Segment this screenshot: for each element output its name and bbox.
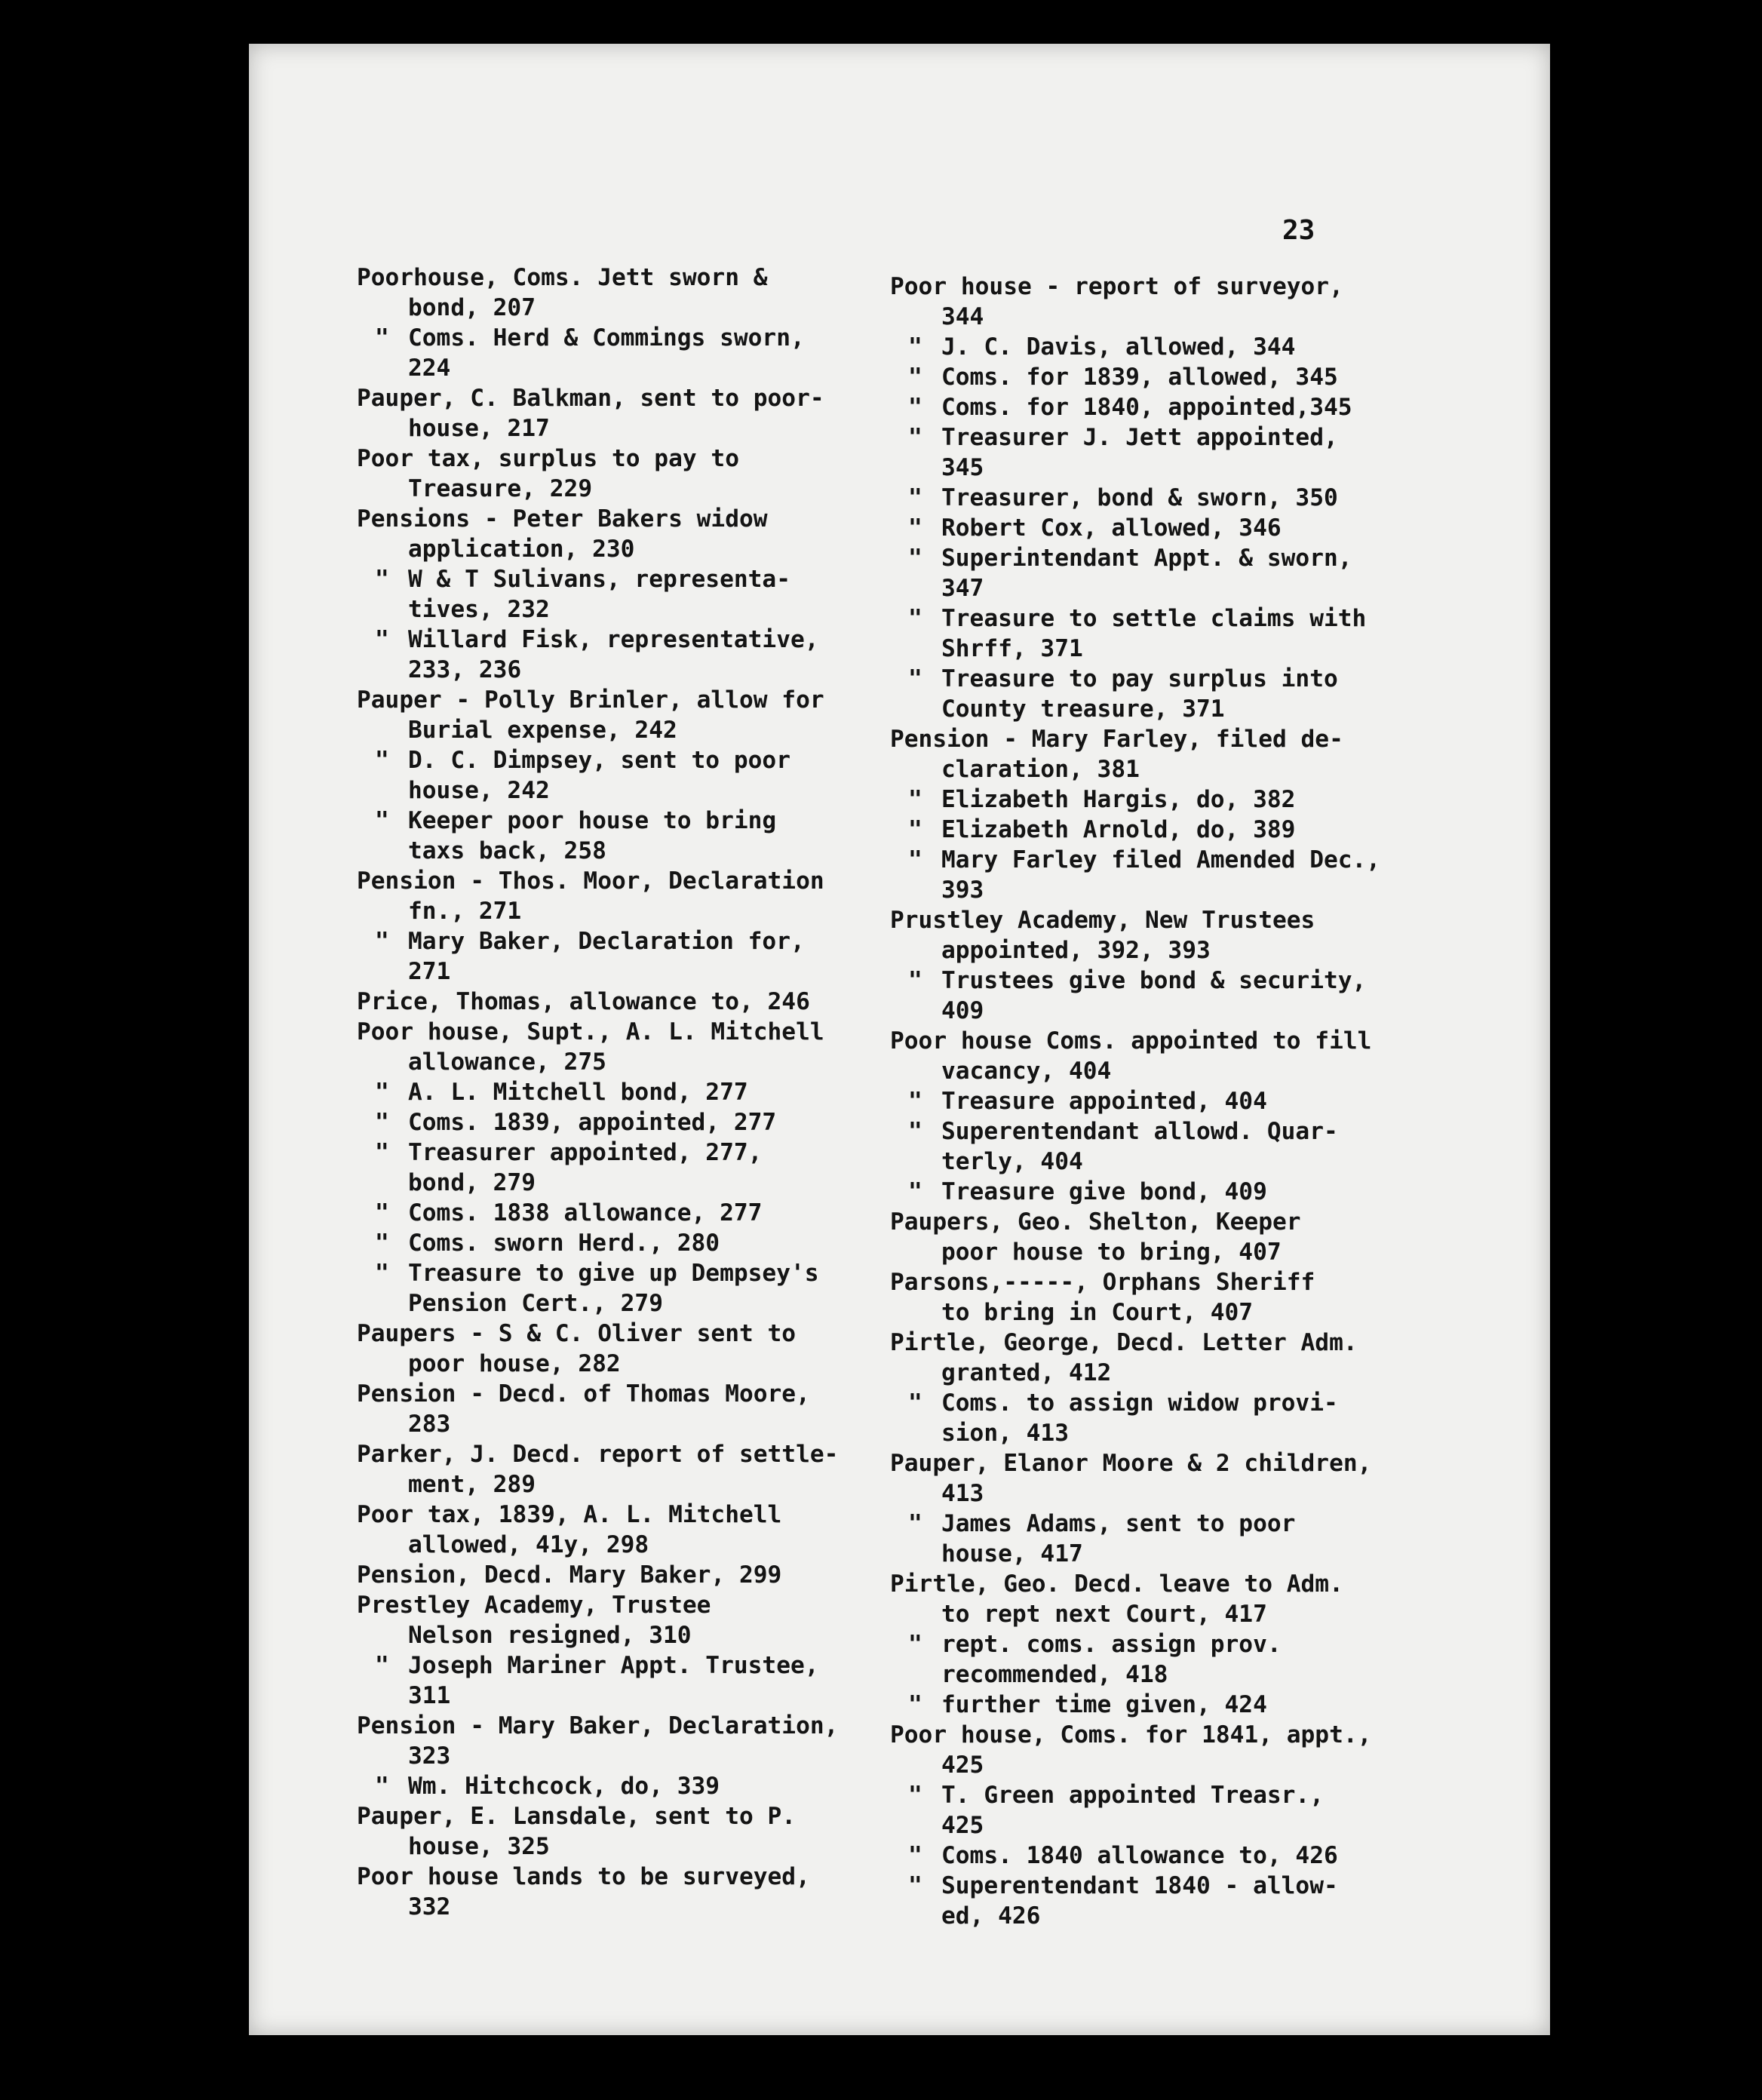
index-entry xyxy=(890,1328,1373,1388)
index-entry-line xyxy=(357,926,840,956)
index-entry-line xyxy=(890,392,1373,422)
index-entry-line: to rept next Court, 417 xyxy=(941,1601,1267,1628)
index-entry-line: 271 xyxy=(408,958,451,985)
index-entry-text: Wm. Hitchcock, do, 339 xyxy=(408,1773,720,1800)
index-entry xyxy=(890,1509,1373,1569)
index-entry-line: 323 xyxy=(408,1742,451,1770)
index-entry xyxy=(890,603,1373,664)
ditto-mark: " xyxy=(375,1109,389,1136)
index-entry-line: Pauper, C. Balkman, sent to poor- xyxy=(357,385,824,412)
index-entry-line: Poor tax, 1839, A. L. Mitchell xyxy=(357,1501,782,1528)
index-entry-line: poor house to bring, 407 xyxy=(941,1239,1282,1266)
index-entry-line xyxy=(357,1258,840,1288)
index-entry-text: Treasurer appointed, 277, xyxy=(408,1139,763,1166)
index-entry-line: 233, 236 xyxy=(408,656,522,683)
index-entry-line xyxy=(357,625,840,655)
index-entry xyxy=(357,1439,840,1500)
index-entry-text: Coms. sworn Herd., 280 xyxy=(408,1230,720,1257)
index-entry-text: Treasurer J. Jett appointed, xyxy=(941,424,1338,451)
index-entry xyxy=(357,1017,840,1077)
index-entry xyxy=(890,1177,1373,1207)
index-entry xyxy=(357,987,840,1017)
index-entry-line: Poor house Coms. appointed to fill xyxy=(890,1027,1372,1055)
ditto-mark: " xyxy=(908,1691,922,1718)
index-entry xyxy=(890,483,1373,513)
index-entry xyxy=(357,685,840,745)
ditto-mark: " xyxy=(908,967,922,994)
index-entry-line xyxy=(890,1177,1373,1207)
ditto-mark: " xyxy=(908,364,922,391)
index-entry-line: poor house, 282 xyxy=(408,1350,621,1377)
index-entry xyxy=(357,1771,840,1801)
index-entry-line: Poorhouse, Coms. Jett sworn & xyxy=(357,264,768,291)
index-entry-text: James Adams, sent to poor xyxy=(941,1510,1296,1537)
index-entry-line xyxy=(357,1198,840,1228)
index-entry-line xyxy=(357,1771,840,1801)
index-entry xyxy=(357,1862,840,1922)
index-entry-line: house, 325 xyxy=(408,1833,550,1860)
ditto-mark: " xyxy=(375,626,389,653)
index-entry-line: 425 xyxy=(941,1752,984,1779)
ditto-mark: " xyxy=(908,1842,922,1869)
index-entry-text: Keeper poor house to bring xyxy=(408,807,777,834)
index-entry xyxy=(890,1629,1373,1690)
index-entry-line: Price, Thomas, allowance to, 246 xyxy=(357,988,810,1015)
index-entry-line xyxy=(890,1509,1373,1539)
index-entry-text: Elizabeth Arnold, do, 389 xyxy=(941,816,1296,843)
index-entry xyxy=(890,966,1373,1026)
index-entry-line: application, 230 xyxy=(408,536,635,563)
index-entry xyxy=(890,784,1373,815)
index-entry-line xyxy=(357,1077,840,1107)
index-entry-line: allowed, 41y, 298 xyxy=(408,1531,649,1558)
index-entry-text: Treasure to settle claims with xyxy=(941,605,1367,632)
index-entry-line xyxy=(890,1780,1373,1810)
ditto-mark: " xyxy=(908,846,922,873)
ditto-mark: " xyxy=(908,514,922,542)
index-entry xyxy=(357,866,840,926)
index-entry xyxy=(890,905,1373,966)
ditto-mark: " xyxy=(908,786,922,813)
index-entry-line: claration, 381 xyxy=(941,756,1140,783)
index-entry xyxy=(890,1720,1373,1780)
index-entry-line: tives, 232 xyxy=(408,596,550,623)
index-entry-line: Pension - Mary Farley, filed de- xyxy=(890,726,1343,753)
index-entry-text: J. C. Davis, allowed, 344 xyxy=(941,333,1296,361)
index-entry xyxy=(357,1560,840,1590)
index-entry-line: Burial expense, 242 xyxy=(408,717,677,744)
index-entry-text: Coms. 1840 allowance to, 426 xyxy=(941,1842,1338,1869)
index-entry-text: A. L. Mitchell bond, 277 xyxy=(408,1079,748,1106)
index-entry-line xyxy=(357,745,840,775)
index-entry xyxy=(890,1116,1373,1177)
index-entry xyxy=(890,664,1373,724)
index-entry xyxy=(357,262,840,323)
index-entry-text: Mary Baker, Declaration for, xyxy=(408,928,805,955)
ditto-mark: " xyxy=(375,324,389,352)
index-entry-text: Coms. Herd & Commings sworn, xyxy=(408,324,805,352)
index-entry-text: Superentendant 1840 - allow- xyxy=(941,1872,1338,1899)
index-column-right xyxy=(890,272,1381,1931)
index-entry-line xyxy=(890,332,1373,362)
index-entry-line xyxy=(890,513,1373,543)
ditto-mark: " xyxy=(908,333,922,361)
index-entry xyxy=(890,1267,1373,1328)
index-entry xyxy=(357,1107,840,1138)
index-entry-line: house, 217 xyxy=(408,415,550,442)
index-entry-text: W & T Sulivans, representa- xyxy=(408,566,790,593)
index-entry-line: Pirtle, Geo. Decd. leave to Adm. xyxy=(890,1570,1343,1598)
index-entry xyxy=(357,806,840,866)
index-entry xyxy=(890,422,1373,483)
ditto-mark: " xyxy=(375,807,389,834)
index-entry xyxy=(357,1319,840,1379)
ditto-mark: " xyxy=(375,747,389,774)
index-entry-line xyxy=(890,422,1373,453)
index-entry xyxy=(357,1711,840,1771)
ditto-mark: " xyxy=(375,1199,389,1227)
index-entry xyxy=(357,625,840,685)
index-entry xyxy=(890,1690,1373,1720)
index-entry-line: sion, 413 xyxy=(941,1420,1069,1447)
index-entry xyxy=(890,1448,1373,1509)
index-entry-text: Treasure to give up Dempsey's xyxy=(408,1260,819,1287)
index-entry xyxy=(357,1590,840,1650)
ditto-mark: " xyxy=(375,1079,389,1106)
ditto-mark: " xyxy=(375,928,389,955)
index-entry-line: terly, 404 xyxy=(941,1148,1083,1175)
index-entry-line: Pauper - Polly Brinler, allow for xyxy=(357,686,824,714)
ditto-mark: " xyxy=(908,1510,922,1537)
index-entry xyxy=(357,1138,840,1198)
ditto-mark: " xyxy=(908,1782,922,1809)
index-entry-line: Nelson resigned, 310 xyxy=(408,1622,692,1649)
index-entry-line: 345 xyxy=(941,454,984,481)
index-entry xyxy=(890,1207,1373,1267)
index-entry-text: Mary Farley filed Amended Dec., xyxy=(941,846,1381,873)
ditto-mark: " xyxy=(908,424,922,451)
index-entry-line: recommended, 418 xyxy=(941,1661,1168,1688)
index-entry-line: Pirtle, George, Decd. Letter Adm. xyxy=(890,1329,1358,1356)
index-entry-text: Treasure give bond, 409 xyxy=(941,1178,1267,1205)
index-entry-line xyxy=(890,603,1373,634)
index-entry-text: D. C. Dimpsey, sent to poor xyxy=(408,747,790,774)
ditto-mark: " xyxy=(908,545,922,572)
index-entry-text: T. Green appointed Treasr., xyxy=(941,1782,1324,1809)
ditto-mark: " xyxy=(375,566,389,593)
index-entry-line: bond, 279 xyxy=(408,1169,536,1196)
index-entry-text: Elizabeth Hargis, do, 382 xyxy=(941,786,1296,813)
index-entry-line: Treasure, 229 xyxy=(408,475,593,502)
index-entry xyxy=(890,513,1373,543)
index-entry xyxy=(357,1650,840,1711)
index-entry xyxy=(357,504,840,564)
ditto-mark: " xyxy=(375,1260,389,1287)
index-entry-line: granted, 412 xyxy=(941,1359,1112,1386)
index-entry xyxy=(890,724,1373,784)
index-entry xyxy=(890,1871,1373,1931)
ditto-mark: " xyxy=(375,1773,389,1800)
index-entry-line: Pension - Thos. Moor, Declaration xyxy=(357,867,824,895)
index-entry-text: Treasure appointed, 404 xyxy=(941,1088,1267,1115)
index-entry-text: rept. coms. assign prov. xyxy=(941,1631,1282,1658)
index-entry xyxy=(890,362,1373,392)
index-entry-line: Prustley Academy, New Trustees xyxy=(890,907,1315,934)
index-entry-line: Pensions - Peter Bakers widow xyxy=(357,505,768,533)
index-entry-line: 413 xyxy=(941,1480,984,1507)
index-entry-line: ment, 289 xyxy=(408,1471,536,1498)
ditto-mark: " xyxy=(908,665,922,692)
index-entry-line: County treasure, 371 xyxy=(941,695,1225,723)
index-entry xyxy=(357,383,840,444)
ditto-mark: " xyxy=(375,1652,389,1679)
index-entry xyxy=(890,1780,1373,1841)
page-number: 23 xyxy=(1282,215,1315,246)
index-entry-line: 283 xyxy=(408,1411,451,1438)
index-entry xyxy=(357,444,840,504)
index-entry-line: fn., 271 xyxy=(408,898,522,925)
index-column-left xyxy=(357,262,840,1922)
index-entry-line xyxy=(890,1116,1373,1147)
index-entry xyxy=(890,272,1373,332)
ditto-mark: " xyxy=(908,1872,922,1899)
index-entry-line: house, 242 xyxy=(408,777,550,804)
ditto-mark: " xyxy=(375,1139,389,1166)
index-entry-line: Poor house, Coms. for 1841, appt., xyxy=(890,1721,1372,1748)
index-entry xyxy=(357,1077,840,1107)
index-entry-line: Prestley Academy, Trustee xyxy=(357,1592,711,1619)
index-entry-text: Treasurer, bond & sworn, 350 xyxy=(941,484,1338,511)
index-entry-line: Pension - Decd. of Thomas Moore, xyxy=(357,1380,810,1408)
index-entry-line: bond, 207 xyxy=(408,294,536,321)
index-entry-line: Shrff, 371 xyxy=(941,635,1083,662)
index-entry-line: vacancy, 404 xyxy=(941,1058,1112,1085)
index-entry-line xyxy=(357,1650,840,1681)
index-entry-line xyxy=(890,966,1373,996)
index-entry-line xyxy=(357,1107,840,1138)
ditto-mark: " xyxy=(908,1389,922,1417)
index-entry-line: 224 xyxy=(408,355,451,382)
index-entry xyxy=(890,1388,1373,1448)
index-entry-line xyxy=(890,815,1373,845)
index-entry-line: 344 xyxy=(941,303,984,330)
index-entry-line: appointed, 392, 393 xyxy=(941,937,1211,964)
index-entry-line: Pension Cert., 279 xyxy=(408,1290,663,1317)
index-entry-line: Parsons,-----, Orphans Sheriff xyxy=(890,1269,1315,1296)
index-entry-line xyxy=(890,483,1373,513)
index-entry xyxy=(890,845,1381,905)
index-entry-line: Pension, Decd. Mary Baker, 299 xyxy=(357,1561,782,1589)
index-entry-line: Pauper, Elanor Moore & 2 children, xyxy=(890,1450,1372,1477)
index-entry xyxy=(890,1569,1373,1629)
index-entry-line xyxy=(890,1086,1373,1116)
index-entry-line xyxy=(890,664,1373,694)
index-entry-text: Coms. for 1839, allowed, 345 xyxy=(941,364,1338,391)
index-entry-line: Pauper, E. Lansdale, sent to P. xyxy=(357,1803,797,1830)
index-entry xyxy=(357,1228,840,1258)
index-entry xyxy=(357,1500,840,1560)
index-entry-line xyxy=(357,806,840,836)
index-entry-line: Paupers, Geo. Shelton, Keeper xyxy=(890,1208,1301,1236)
index-entry xyxy=(357,323,840,383)
ditto-mark: " xyxy=(908,1118,922,1145)
index-entry-line: Paupers - S & C. Oliver sent to xyxy=(357,1320,797,1347)
index-entry-line xyxy=(890,1841,1373,1871)
index-entry xyxy=(890,815,1373,845)
index-entry-line: 311 xyxy=(408,1682,451,1709)
index-entry-line: Poor house lands to be surveyed, xyxy=(357,1863,810,1890)
index-entry-line xyxy=(357,1228,840,1258)
index-entry xyxy=(357,1379,840,1439)
index-entry xyxy=(890,392,1373,422)
index-entry xyxy=(890,1841,1373,1871)
index-entry-line xyxy=(890,1629,1373,1659)
ditto-mark: " xyxy=(908,1631,922,1658)
index-entry-line xyxy=(890,1690,1373,1720)
index-entry-line: Poor house, Supt., A. L. Mitchell xyxy=(357,1018,824,1045)
ditto-mark: " xyxy=(908,816,922,843)
index-entry-line: 332 xyxy=(408,1893,451,1920)
ditto-mark: " xyxy=(908,394,922,421)
index-entry-line xyxy=(890,845,1381,875)
ditto-mark: " xyxy=(908,484,922,511)
ditto-mark: " xyxy=(908,1088,922,1115)
index-entry xyxy=(357,745,840,806)
index-entry-text: Robert Cox, allowed, 346 xyxy=(941,514,1282,542)
index-entry-text: Coms. to assign widow provi- xyxy=(941,1389,1338,1417)
index-entry-line: to bring in Court, 407 xyxy=(941,1299,1254,1326)
index-entry-line: taxs back, 258 xyxy=(408,837,606,864)
index-entry-line xyxy=(890,1871,1373,1901)
ditto-mark: " xyxy=(908,605,922,632)
index-entry-line: Poor tax, surplus to pay to xyxy=(357,445,739,472)
index-entry-line: 409 xyxy=(941,997,984,1024)
index-entry xyxy=(890,1086,1373,1116)
index-entry xyxy=(357,564,840,625)
index-entry-line xyxy=(357,323,840,353)
index-entry-text: Trustees give bond & security, xyxy=(941,967,1367,994)
index-entry-line xyxy=(890,362,1373,392)
index-entry-text: Willard Fisk, representative, xyxy=(408,626,819,653)
index-entry xyxy=(890,1026,1373,1086)
ditto-mark: " xyxy=(908,1178,922,1205)
index-entry-line: Pension - Mary Baker, Declaration, xyxy=(357,1712,839,1739)
index-entry-line xyxy=(890,1388,1373,1418)
index-entry-text: further time given, 424 xyxy=(941,1691,1267,1718)
index-entry-line: house, 417 xyxy=(941,1540,1083,1567)
index-entry-line: ed, 426 xyxy=(941,1902,1041,1930)
index-entry xyxy=(357,1198,840,1228)
index-entry-line: 347 xyxy=(941,575,984,602)
index-entry-text: Superentendant allowd. Quar- xyxy=(941,1118,1338,1145)
index-entry-line: Parker, J. Decd. report of settle- xyxy=(357,1441,839,1468)
ditto-mark: " xyxy=(375,1230,389,1257)
index-entry xyxy=(357,1801,840,1862)
index-entry xyxy=(357,926,840,987)
index-entry-text: Coms. 1838 allowance, 277 xyxy=(408,1199,763,1227)
index-entry-text: Joseph Mariner Appt. Trustee, xyxy=(408,1652,819,1679)
index-entry-line: 425 xyxy=(941,1812,984,1839)
index-entry-text: Superintendant Appt. & sworn, xyxy=(941,545,1352,572)
index-entry-line xyxy=(890,543,1373,573)
index-entry-line xyxy=(357,564,840,594)
index-entry-text: Coms. for 1840, appointed,345 xyxy=(941,394,1352,421)
index-entry-line: Poor house - report of surveyor, xyxy=(890,273,1343,300)
index-entry-text: Treasure to pay surplus into xyxy=(941,665,1338,692)
index-entry-line xyxy=(890,784,1373,815)
index-entry-line xyxy=(357,1138,840,1168)
index-entry-line: allowance, 275 xyxy=(408,1048,606,1076)
index-entry xyxy=(357,1258,840,1319)
index-entry-line: 393 xyxy=(941,877,984,904)
index-entry-text: Coms. 1839, appointed, 277 xyxy=(408,1109,777,1136)
index-entry xyxy=(890,543,1373,603)
index-entry xyxy=(890,332,1373,362)
